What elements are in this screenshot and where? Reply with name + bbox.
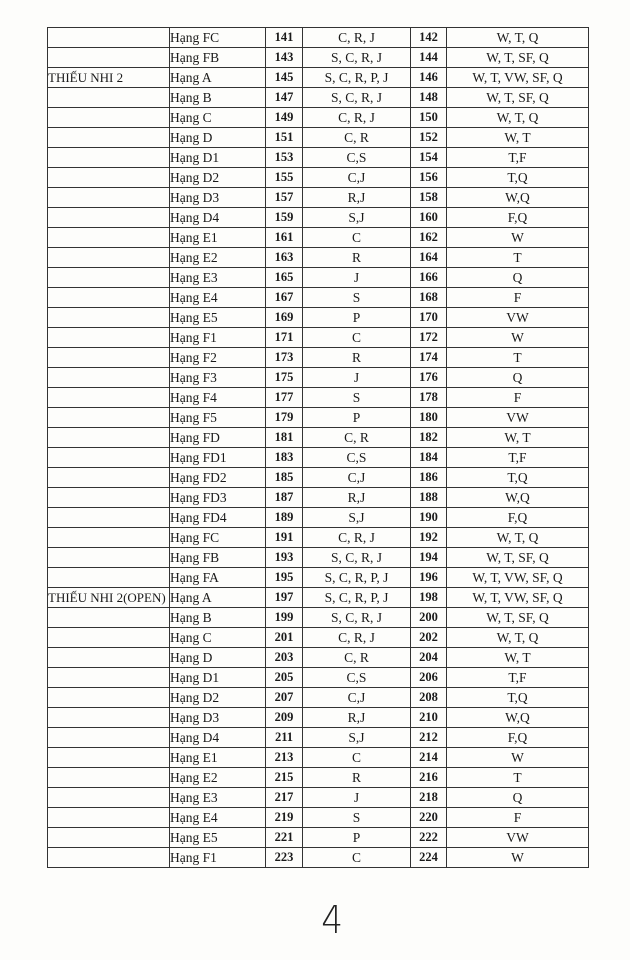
events-cell-1: S, C, R, P, J	[303, 68, 411, 88]
number-cell-2: 170	[411, 308, 447, 328]
events-cell-1: S,J	[303, 728, 411, 748]
events-cell-2: W, T	[447, 428, 589, 448]
number-cell-2: 184	[411, 448, 447, 468]
number-cell-1: 157	[266, 188, 303, 208]
group-cell	[48, 648, 170, 668]
table-row	[48, 568, 589, 588]
events-cell-1: S,J	[303, 208, 411, 228]
group-cell	[48, 828, 170, 848]
event-table	[47, 27, 589, 868]
class-cell: Hạng D2	[170, 688, 266, 708]
number-cell-2: 202	[411, 628, 447, 648]
events-cell-2: Q	[447, 268, 589, 288]
events-cell-2: T,F	[447, 668, 589, 688]
class-cell: Hạng E2	[170, 768, 266, 788]
events-cell-2: T	[447, 248, 589, 268]
events-cell-2: T	[447, 768, 589, 788]
class-cell: Hạng D	[170, 128, 266, 148]
number-cell-1: 207	[266, 688, 303, 708]
group-cell	[48, 608, 170, 628]
table-row	[48, 328, 589, 348]
table-row	[48, 188, 589, 208]
number-cell-2: 196	[411, 568, 447, 588]
events-cell-2: Q	[447, 368, 589, 388]
events-cell-1: S, C, R, J	[303, 48, 411, 68]
number-cell-2: 190	[411, 508, 447, 528]
table-row	[48, 808, 589, 828]
class-cell: Hạng FB	[170, 548, 266, 568]
class-cell: Hạng FD	[170, 428, 266, 448]
number-cell-2: 220	[411, 808, 447, 828]
number-cell-2: 144	[411, 48, 447, 68]
group-cell	[48, 668, 170, 688]
class-cell: Hạng FA	[170, 568, 266, 588]
events-cell-1: S	[303, 288, 411, 308]
events-cell-1: C,S	[303, 448, 411, 468]
class-cell: Hạng F5	[170, 408, 266, 428]
number-cell-1: 169	[266, 308, 303, 328]
class-cell: Hạng F1	[170, 328, 266, 348]
number-cell-2: 216	[411, 768, 447, 788]
number-cell-2: 212	[411, 728, 447, 748]
group-cell	[48, 328, 170, 348]
number-cell-2: 198	[411, 588, 447, 608]
events-cell-1: C, R, J	[303, 28, 411, 48]
class-cell: Hạng A	[170, 68, 266, 88]
events-cell-2: W,Q	[447, 708, 589, 728]
events-cell-2: F,Q	[447, 728, 589, 748]
number-cell-2: 204	[411, 648, 447, 668]
number-cell-2: 192	[411, 528, 447, 548]
table-row	[48, 468, 589, 488]
events-cell-2: W, T, SF, Q	[447, 608, 589, 628]
number-cell-2: 152	[411, 128, 447, 148]
events-cell-2: T,Q	[447, 688, 589, 708]
table-row	[48, 828, 589, 848]
number-cell-2: 160	[411, 208, 447, 228]
class-cell: Hạng F3	[170, 368, 266, 388]
group-cell	[48, 248, 170, 268]
events-cell-1: P	[303, 408, 411, 428]
number-cell-1: 187	[266, 488, 303, 508]
events-cell-1: C,S	[303, 668, 411, 688]
class-cell: Hạng FD2	[170, 468, 266, 488]
class-cell: Hạng FD1	[170, 448, 266, 468]
number-cell-2: 222	[411, 828, 447, 848]
group-cell	[48, 128, 170, 148]
number-cell-2: 186	[411, 468, 447, 488]
group-cell	[48, 28, 170, 48]
class-cell: Hạng F2	[170, 348, 266, 368]
number-cell-2: 188	[411, 488, 447, 508]
number-cell-2: 172	[411, 328, 447, 348]
table-row	[48, 148, 589, 168]
events-cell-1: C,J	[303, 468, 411, 488]
number-cell-1: 167	[266, 288, 303, 308]
number-cell-2: 200	[411, 608, 447, 628]
events-cell-1: C	[303, 748, 411, 768]
number-cell-2: 148	[411, 88, 447, 108]
events-cell-2: T,F	[447, 448, 589, 468]
events-cell-2: W, T	[447, 648, 589, 668]
table-row	[48, 608, 589, 628]
events-cell-1: C, R	[303, 428, 411, 448]
events-cell-1: R,J	[303, 488, 411, 508]
number-cell-1: 171	[266, 328, 303, 348]
number-cell-2: 154	[411, 148, 447, 168]
class-cell: Hạng E5	[170, 828, 266, 848]
events-cell-1: S	[303, 388, 411, 408]
number-cell-1: 223	[266, 848, 303, 868]
events-cell-2: W, T, Q	[447, 28, 589, 48]
number-cell-1: 149	[266, 108, 303, 128]
table-row	[48, 88, 589, 108]
group-cell	[48, 208, 170, 228]
number-cell-1: 175	[266, 368, 303, 388]
class-cell: Hạng C	[170, 108, 266, 128]
number-cell-1: 215	[266, 768, 303, 788]
group-cell	[48, 808, 170, 828]
group-cell	[48, 468, 170, 488]
group-cell	[48, 368, 170, 388]
events-cell-1: C,J	[303, 168, 411, 188]
events-cell-2: T,Q	[447, 168, 589, 188]
number-cell-1: 201	[266, 628, 303, 648]
table-row	[48, 528, 589, 548]
events-cell-2: W, T, VW, SF, Q	[447, 588, 589, 608]
table-row	[48, 688, 589, 708]
number-cell-2: 206	[411, 668, 447, 688]
number-cell-1: 163	[266, 248, 303, 268]
events-cell-1: R	[303, 248, 411, 268]
events-cell-2: T	[447, 348, 589, 368]
class-cell: Hạng F1	[170, 848, 266, 868]
events-cell-2: VW	[447, 408, 589, 428]
group-cell	[48, 848, 170, 868]
number-cell-2: 182	[411, 428, 447, 448]
class-cell: Hạng C	[170, 628, 266, 648]
page-number: 4	[321, 898, 343, 942]
events-cell-1: S	[303, 808, 411, 828]
events-cell-1: R	[303, 348, 411, 368]
table-row	[48, 728, 589, 748]
number-cell-1: 221	[266, 828, 303, 848]
number-cell-1: 155	[266, 168, 303, 188]
group-cell	[48, 688, 170, 708]
table-row	[48, 228, 589, 248]
events-cell-2: W, T, Q	[447, 628, 589, 648]
group-cell	[48, 728, 170, 748]
events-cell-1: J	[303, 788, 411, 808]
table-row	[48, 208, 589, 228]
events-cell-1: S,J	[303, 508, 411, 528]
table-row	[48, 128, 589, 148]
class-cell: Hạng F4	[170, 388, 266, 408]
group-cell	[48, 108, 170, 128]
class-cell: Hạng D2	[170, 168, 266, 188]
events-cell-2: Q	[447, 788, 589, 808]
number-cell-1: 199	[266, 608, 303, 628]
events-cell-1: P	[303, 308, 411, 328]
number-cell-2: 142	[411, 28, 447, 48]
table-row	[48, 768, 589, 788]
class-cell: Hạng FC	[170, 28, 266, 48]
number-cell-1: 205	[266, 668, 303, 688]
events-cell-2: VW	[447, 308, 589, 328]
events-cell-2: W, T, Q	[447, 108, 589, 128]
number-cell-2: 176	[411, 368, 447, 388]
table-row	[48, 48, 589, 68]
table-row	[48, 508, 589, 528]
number-cell-1: 217	[266, 788, 303, 808]
class-cell: Hạng E3	[170, 788, 266, 808]
table-row	[48, 748, 589, 768]
class-cell: Hạng D1	[170, 148, 266, 168]
number-cell-2: 164	[411, 248, 447, 268]
table-row	[48, 588, 589, 608]
class-cell: Hạng E5	[170, 308, 266, 328]
number-cell-1: 185	[266, 468, 303, 488]
class-cell: Hạng D4	[170, 728, 266, 748]
group-cell	[48, 768, 170, 788]
number-cell-2: 162	[411, 228, 447, 248]
events-cell-2: W, T, VW, SF, Q	[447, 568, 589, 588]
events-cell-1: S, C, R, J	[303, 608, 411, 628]
group-cell	[48, 388, 170, 408]
group-cell	[48, 528, 170, 548]
group-cell	[48, 88, 170, 108]
events-cell-2: W, T, SF, Q	[447, 88, 589, 108]
group-cell	[48, 788, 170, 808]
number-cell-1: 153	[266, 148, 303, 168]
events-cell-2: W	[447, 328, 589, 348]
events-cell-2: W	[447, 228, 589, 248]
class-cell: Hạng B	[170, 88, 266, 108]
class-cell: Hạng E2	[170, 248, 266, 268]
events-cell-2: T,Q	[447, 468, 589, 488]
events-cell-1: C	[303, 848, 411, 868]
table-row	[48, 248, 589, 268]
events-cell-1: S, C, R, J	[303, 88, 411, 108]
group-cell	[48, 288, 170, 308]
events-cell-2: W,Q	[447, 188, 589, 208]
table-row	[48, 628, 589, 648]
table-row	[48, 348, 589, 368]
events-cell-1: C,J	[303, 688, 411, 708]
number-cell-2: 166	[411, 268, 447, 288]
events-cell-2: VW	[447, 828, 589, 848]
number-cell-2: 194	[411, 548, 447, 568]
event-table-body	[48, 28, 589, 868]
events-cell-1: C	[303, 328, 411, 348]
group-cell	[48, 188, 170, 208]
number-cell-1: 145	[266, 68, 303, 88]
events-cell-2: W, T, SF, Q	[447, 48, 589, 68]
events-cell-1: R,J	[303, 188, 411, 208]
table-row	[48, 308, 589, 328]
events-cell-2: W, T, VW, SF, Q	[447, 68, 589, 88]
class-cell: Hạng FD3	[170, 488, 266, 508]
number-cell-2: 214	[411, 748, 447, 768]
table-row	[48, 108, 589, 128]
group-cell	[48, 628, 170, 648]
group-cell	[48, 748, 170, 768]
class-cell: Hạng D1	[170, 668, 266, 688]
events-cell-1: C, R, J	[303, 628, 411, 648]
group-cell	[48, 708, 170, 728]
number-cell-1: 159	[266, 208, 303, 228]
number-cell-1: 209	[266, 708, 303, 728]
number-cell-1: 203	[266, 648, 303, 668]
events-cell-1: C, R, J	[303, 108, 411, 128]
class-cell: Hạng E1	[170, 748, 266, 768]
number-cell-1: 143	[266, 48, 303, 68]
table-row	[48, 428, 589, 448]
group-cell	[48, 348, 170, 368]
number-cell-2: 146	[411, 68, 447, 88]
number-cell-1: 191	[266, 528, 303, 548]
group-cell	[48, 548, 170, 568]
number-cell-1: 189	[266, 508, 303, 528]
events-cell-1: R	[303, 768, 411, 788]
number-cell-2: 174	[411, 348, 447, 368]
table-row	[48, 368, 589, 388]
number-cell-1: 219	[266, 808, 303, 828]
group-cell	[48, 268, 170, 288]
events-cell-2: F,Q	[447, 508, 589, 528]
group-cell	[48, 48, 170, 68]
table-row	[48, 708, 589, 728]
table-row	[48, 408, 589, 428]
events-cell-1: C, R	[303, 648, 411, 668]
number-cell-2: 224	[411, 848, 447, 868]
table-row	[48, 168, 589, 188]
group-cell	[48, 508, 170, 528]
group-cell	[48, 568, 170, 588]
class-cell: Hạng E1	[170, 228, 266, 248]
events-cell-2: W, T	[447, 128, 589, 148]
events-cell-1: J	[303, 368, 411, 388]
events-cell-1: S, C, R, P, J	[303, 588, 411, 608]
events-cell-1: P	[303, 828, 411, 848]
class-cell: Hạng FD4	[170, 508, 266, 528]
number-cell-1: 181	[266, 428, 303, 448]
events-cell-2: F	[447, 808, 589, 828]
events-cell-2: W,Q	[447, 488, 589, 508]
class-cell: Hạng D4	[170, 208, 266, 228]
table-row	[48, 28, 589, 48]
number-cell-1: 179	[266, 408, 303, 428]
events-cell-2: T,F	[447, 148, 589, 168]
class-cell: Hạng FC	[170, 528, 266, 548]
table-row	[48, 848, 589, 868]
number-cell-1: 211	[266, 728, 303, 748]
events-cell-2: W	[447, 848, 589, 868]
events-cell-1: S, C, R, J	[303, 548, 411, 568]
class-cell: Hạng FB	[170, 48, 266, 68]
group-cell	[48, 228, 170, 248]
class-cell: Hạng E3	[170, 268, 266, 288]
number-cell-2: 156	[411, 168, 447, 188]
events-cell-1: C	[303, 228, 411, 248]
table-row	[48, 68, 589, 88]
class-cell: Hạng D	[170, 648, 266, 668]
events-cell-2: F	[447, 388, 589, 408]
number-cell-2: 168	[411, 288, 447, 308]
table-row	[48, 388, 589, 408]
table-row	[48, 448, 589, 468]
group-cell: THIẾU NHI 2(OPEN)	[48, 588, 170, 608]
number-cell-2: 208	[411, 688, 447, 708]
number-cell-1: 151	[266, 128, 303, 148]
number-cell-2: 178	[411, 388, 447, 408]
events-cell-1: C, R	[303, 128, 411, 148]
class-cell: Hạng D3	[170, 188, 266, 208]
number-cell-1: 193	[266, 548, 303, 568]
number-cell-2: 180	[411, 408, 447, 428]
group-cell	[48, 448, 170, 468]
class-cell: Hạng E4	[170, 288, 266, 308]
number-cell-2: 158	[411, 188, 447, 208]
number-cell-1: 147	[266, 88, 303, 108]
number-cell-1: 141	[266, 28, 303, 48]
events-cell-2: F,Q	[447, 208, 589, 228]
number-cell-1: 195	[266, 568, 303, 588]
events-cell-1: C, R, J	[303, 528, 411, 548]
table-row	[48, 648, 589, 668]
events-cell-2: W	[447, 748, 589, 768]
number-cell-1: 161	[266, 228, 303, 248]
class-cell: Hạng D3	[170, 708, 266, 728]
table-row	[48, 288, 589, 308]
events-cell-1: S, C, R, P, J	[303, 568, 411, 588]
number-cell-2: 218	[411, 788, 447, 808]
number-cell-1: 183	[266, 448, 303, 468]
number-cell-1: 213	[266, 748, 303, 768]
events-cell-1: J	[303, 268, 411, 288]
class-cell: Hạng A	[170, 588, 266, 608]
events-cell-2: W, T, Q	[447, 528, 589, 548]
table-row	[48, 268, 589, 288]
number-cell-1: 177	[266, 388, 303, 408]
events-cell-2: F	[447, 288, 589, 308]
events-cell-2: W, T, SF, Q	[447, 548, 589, 568]
group-cell	[48, 488, 170, 508]
class-cell: Hạng B	[170, 608, 266, 628]
table-row	[48, 788, 589, 808]
number-cell-2: 210	[411, 708, 447, 728]
number-cell-2: 150	[411, 108, 447, 128]
events-cell-1: C,S	[303, 148, 411, 168]
number-cell-1: 197	[266, 588, 303, 608]
group-cell	[48, 308, 170, 328]
table-row	[48, 548, 589, 568]
table-row	[48, 668, 589, 688]
group-cell	[48, 428, 170, 448]
table-row	[48, 488, 589, 508]
group-cell	[48, 168, 170, 188]
number-cell-1: 173	[266, 348, 303, 368]
group-cell: THIẾU NHI 2	[48, 68, 170, 88]
group-cell	[48, 408, 170, 428]
group-cell	[48, 148, 170, 168]
class-cell: Hạng E4	[170, 808, 266, 828]
number-cell-1: 165	[266, 268, 303, 288]
events-cell-1: R,J	[303, 708, 411, 728]
